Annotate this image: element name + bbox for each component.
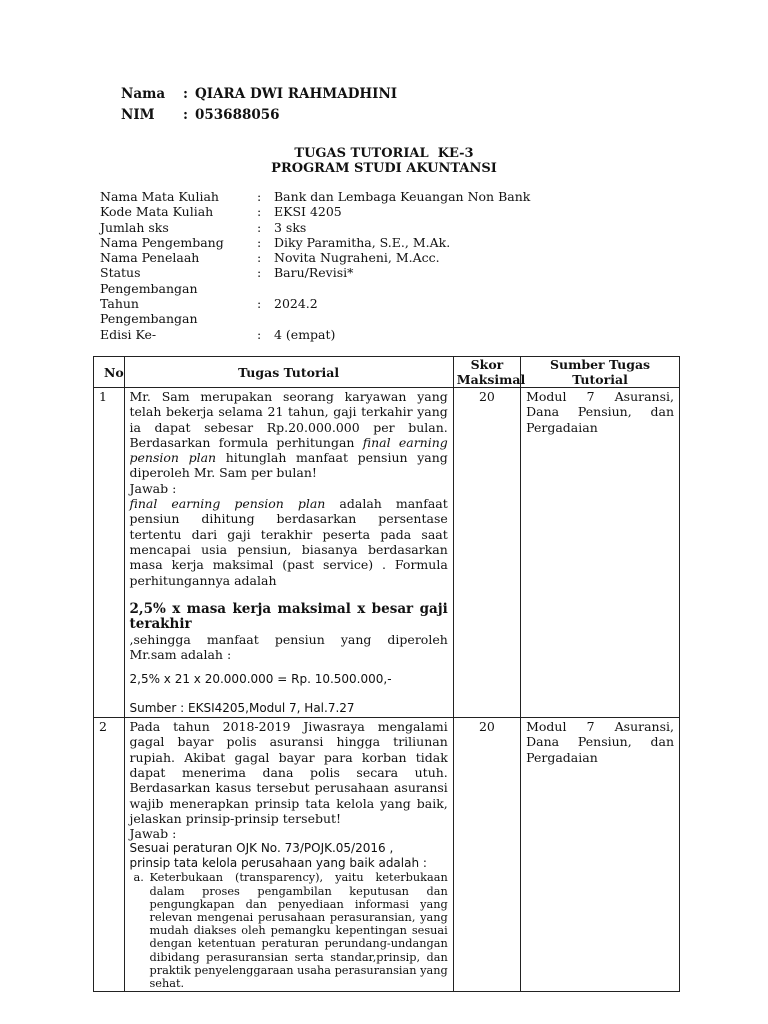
regulation-line: Sesuai peraturan OJK No. 73/POJK.05/2016 ,	[129, 841, 394, 856]
table-row	[94, 718, 680, 992]
info-value: Baru/Revisi*	[274, 265, 354, 281]
header-no: No	[94, 357, 125, 388]
info-label: Nama Mata Kuliah	[100, 189, 219, 204]
info-separator: :	[257, 219, 262, 235]
header-source: Sumber Tugas Tutorial	[521, 357, 680, 388]
name-label: Nama	[121, 86, 166, 102]
source-note: Sumber : EKSI4205,Modul 7, Hal.7.27	[129, 700, 355, 715]
list-item	[130, 871, 448, 990]
student-nim: 053688056	[195, 107, 280, 123]
info-row-edition	[100, 327, 574, 342]
student-name: QIARA DWI RAHMADHINI	[195, 86, 398, 102]
answer-label: Jawab :	[129, 480, 177, 496]
student-identity	[121, 84, 397, 126]
info-row-year-cont	[100, 311, 574, 326]
info-label: Tahun	[100, 296, 139, 312]
info-label: Pengembangan	[100, 280, 198, 296]
info-row-course-code	[100, 204, 574, 219]
student-nim-row	[121, 105, 397, 125]
header-score: Skor Maksimal	[453, 357, 520, 388]
nim-separator: :	[183, 107, 188, 123]
assignment-table	[93, 356, 680, 992]
answer-text	[130, 496, 448, 588]
info-label: Edisi Ke-	[100, 326, 157, 342]
answer-part: adalah manfaat pensiun dihitung berdasarkan persentase tertentu dari gaji terakhir peserta pada saat mencapai usia pensiun, biasanya berdasarkan masa kerja maksimal (past service) . Formula perhitungannya adalah	[129, 496, 448, 588]
info-separator: :	[257, 204, 262, 220]
nim-label: NIM	[121, 107, 155, 123]
student-name-row	[121, 84, 397, 104]
list-marker: a.	[133, 871, 144, 885]
info-row-status	[100, 265, 574, 280]
info-value: 4 (empat)	[274, 326, 336, 342]
list-item-text: Keterbukaan (transparency), yaitu keterbukaan dalam proses pengambilan keputusan dan pengungkapan dan penyediaan informasi yang relevan mengenai perusahaan perasuransian, yang mudah diakses oleh pemangku kepentingan sesuai dengan ketentuan peraturan perundang-undangan dibidang perasuransian serta standar,prinsip, dan praktik penyelenggaraan usaha perasuransian yang sehat.	[149, 871, 448, 991]
answer-label: Jawab :	[129, 826, 177, 842]
info-separator: :	[257, 326, 262, 342]
table-row	[94, 388, 680, 718]
info-row-year	[100, 296, 574, 311]
score-cell: 20	[453, 388, 520, 718]
info-label: Nama Penelaah	[100, 250, 200, 266]
header-task: Tugas Tutorial	[124, 357, 453, 388]
info-separator: :	[257, 296, 262, 312]
info-row-course-name	[100, 189, 574, 204]
conclusion-text: ,sehingga manfaat pensiun yang diperoleh Mr.sam adalah :	[129, 631, 448, 663]
info-row-status-cont	[100, 281, 574, 296]
row-number: 1	[94, 388, 125, 718]
info-separator: :	[257, 189, 262, 204]
info-separator: :	[257, 250, 262, 266]
name-separator: :	[183, 86, 188, 102]
info-row-developer	[100, 235, 574, 250]
info-value: Diky Paramitha, S.E., M.Ak.	[274, 234, 451, 250]
score-cell: 20	[453, 718, 520, 992]
formula-text: 2,5% x masa kerja maksimal x besar gaji terakhir	[129, 600, 448, 632]
info-label: Status	[100, 265, 141, 281]
course-info	[100, 189, 574, 342]
info-row-reviewer	[100, 250, 574, 265]
question-part: hitunglah manfaat pensiun yang diperoleh Mr. Sam per bulan!	[129, 450, 448, 481]
title-line-2: PROGRAM STUDI AKUNTANSI	[271, 161, 497, 176]
info-label: Kode Mata Kuliah	[100, 204, 214, 220]
task-cell	[124, 718, 453, 992]
question-text: Pada tahun 2018-2019 Jiwasraya mengalami gagal bayar polis asuransi hingga triliunan rupiah. Akibat gagal bayar para korban tidak dapat menerima dana polis secara utuh. Berdasarkan kasus tersebut perusahaan asuransi wajib menerapkan prinsip tata kelola yang baik, jelaskan prinsip-prinsip tersebut!	[129, 719, 448, 826]
info-separator: :	[257, 234, 262, 250]
info-label: Pengembangan	[100, 311, 198, 327]
answer-term: final earning pension plan	[129, 496, 326, 512]
info-separator: :	[257, 265, 262, 281]
question-term: final earning pension plan	[129, 434, 448, 466]
task-cell	[124, 388, 453, 718]
question-part: Mr. Sam merupakan seorang karyawan yang telah bekerja selama 21 tahun, gaji terkahir yang ia dapat sebesar Rp.20.000.000 per bulan. Berdasarkan formula perhitungan	[129, 389, 448, 450]
info-value: 2024.2	[274, 296, 318, 312]
source-cell: Modul 7 Asuransi, Dana Pensiun, dan Pergadaian	[521, 718, 680, 992]
info-value: 3 sks	[274, 219, 307, 235]
info-label: Nama Pengembang	[100, 234, 224, 250]
question-text	[130, 389, 448, 481]
table-header-row	[94, 357, 680, 388]
info-value: Bank dan Lembaga Keuangan Non Bank	[274, 189, 531, 204]
info-row-credits	[100, 220, 574, 235]
principles-intro: prinsip tata kelola perusahaan yang baik adalah :	[129, 856, 427, 871]
source-cell: Modul 7 Asuransi, Dana Pensiun, dan Pergadaian	[521, 388, 680, 718]
document-title	[0, 146, 768, 176]
info-value: EKSI 4205	[274, 204, 342, 220]
calculation-text: 2,5% x 21 x 20.000.000 = Rp. 10.500.000,-	[129, 672, 392, 687]
title-line-1: TUGAS TUTORIAL KE-3	[294, 146, 474, 161]
info-label: Jumlah sks	[100, 219, 169, 235]
info-value: Novita Nugraheni, M.Acc.	[274, 250, 440, 266]
row-number: 2	[94, 718, 125, 992]
